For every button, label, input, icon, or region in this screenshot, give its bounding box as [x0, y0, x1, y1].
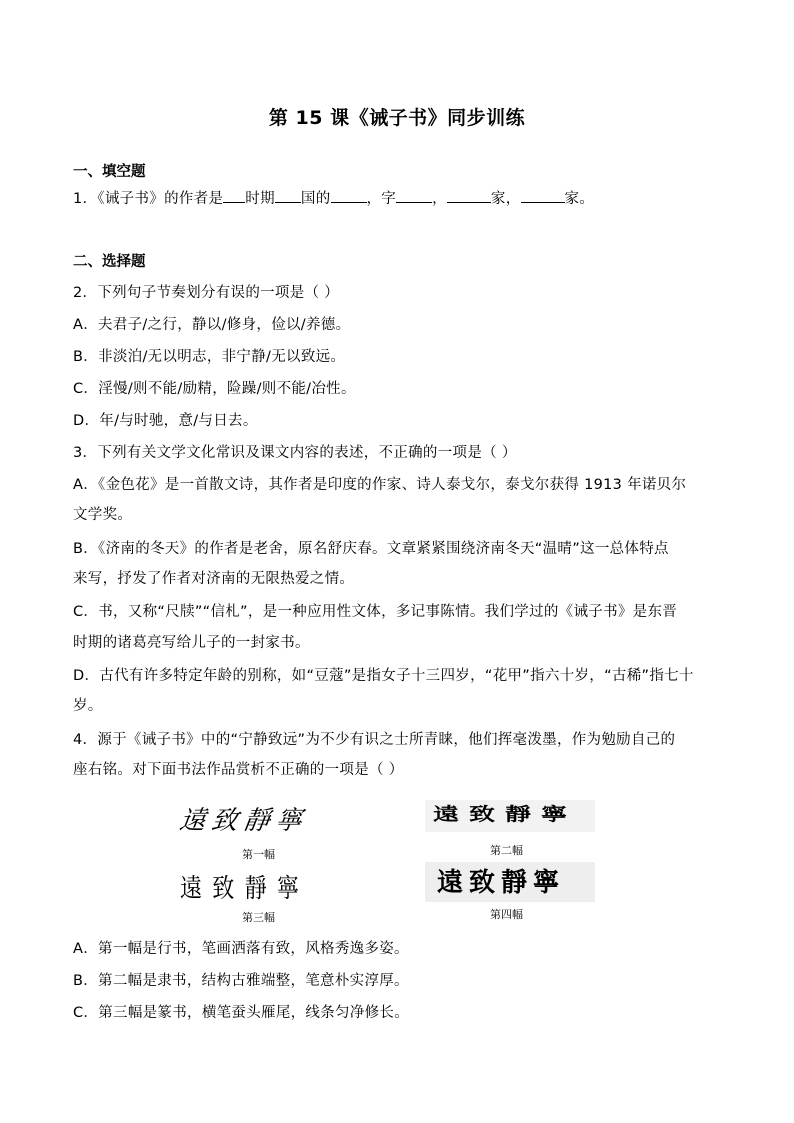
q2-option-d[interactable]: D．年/与时驰，意/与日去。: [73, 413, 258, 429]
q1-text-1: 1．《诫子书》的作者是: [73, 191, 224, 207]
q1-text-7: 家。: [564, 191, 595, 207]
q4-stem-line2: 座右铭。对下面书法作品赏析不正确的一项是（ ）: [73, 762, 404, 778]
q1-blank-role-1[interactable]: [447, 188, 491, 203]
calligraphy-running-script: [177, 800, 360, 840]
calligraphy-2-text: 遠致靜寧: [433, 804, 578, 826]
q1-blank-courtesy-name[interactable]: [396, 188, 432, 203]
q1-blank-role-2[interactable]: [521, 188, 565, 203]
question-1: [73, 187, 594, 208]
q1-blank-period[interactable]: [275, 188, 301, 203]
calligraphy-1-text: 遠致靜寧: [177, 806, 310, 836]
calligraphy-seal-script: [180, 868, 350, 908]
q4-option-a[interactable]: A．第一幅是行书，笔画洒落有致，风格秀逸多姿。: [73, 941, 409, 957]
q3-option-d-line2: 岁。: [73, 698, 103, 714]
q2-option-a[interactable]: A．夫君子/之行，静以/修身，俭以/养德。: [73, 317, 351, 333]
q1-text-4: ，字: [366, 191, 397, 207]
q3-option-d-line1[interactable]: D．古代有许多特定年龄的别称，如“豆蔻”是指女子十三四岁，“花甲”指六十岁，“古稀”指七十: [73, 668, 694, 684]
calligraphy-3-text: 遠致靜寧: [180, 874, 310, 904]
calligraphy-4-caption: 第四幅: [490, 908, 523, 921]
q3-option-a-line2: 文学奖。: [73, 507, 133, 523]
q1-blank-author[interactable]: [223, 188, 245, 203]
page-title: 第 15 课《诫子书》同步训练: [268, 107, 526, 129]
q1-text-2: 时期: [245, 191, 275, 207]
calligraphy-1-caption: 第一幅: [242, 848, 275, 861]
calligraphy-3-caption: 第三幅: [242, 911, 275, 924]
q2-stem: 2．下列句子节奏划分有误的一项是（ ）: [73, 285, 340, 301]
q1-text-5: ，: [432, 191, 447, 207]
q1-blank-state[interactable]: [331, 188, 367, 203]
q1-text-6: 家，: [490, 191, 521, 207]
q4-option-c[interactable]: C．第三幅是篆书，横笔蚕头雁尾，线条匀净修长。: [73, 1005, 410, 1021]
calligraphy-2-caption: 第二幅: [490, 844, 523, 857]
calligraphy-4-text: 遠致靜寧: [437, 868, 566, 898]
q3-option-b-line2: 来写，抒发了作者对济南的无限热爱之情。: [73, 571, 355, 587]
q4-stem-line1: 4．源于《诫子书》中的“宁静致远”为不少有识之士所青睐，他们挥毫泼墨，作为勉励自己的: [73, 732, 676, 748]
q3-option-a-line1[interactable]: A．《金色花》是一首散文诗，其作者是印度的作家、诗人泰戈尔，泰戈尔获得 1913 年诺贝尔: [73, 477, 687, 493]
q3-option-c-line2: 时期的诸葛亮写给儿子的一封家书。: [73, 635, 310, 651]
q3-option-b-line1[interactable]: B．《济南的冬天》的作者是老舍，原名舒庆春。文章紧紧围绕济南冬天“温晴”这一总体特点: [73, 541, 669, 557]
q2-option-c[interactable]: C．淫慢/则不能/励精，险躁/则不能/冶性。: [73, 381, 356, 397]
q3-option-c-line1[interactable]: C．书，又称“尺牍”“信札”，是一种应用性文体，多记事陈情。我们学过的《诫子书》是东晋: [73, 604, 678, 620]
q1-text-3: 国的: [300, 191, 331, 207]
q4-option-b[interactable]: B．第二幅是隶书，结构古雅端整，笔意朴实淳厚。: [73, 973, 409, 989]
section-fill-heading: 一、填空题: [73, 164, 146, 180]
q2-option-b[interactable]: B．非淡泊/无以明志，非宁静/无以致远。: [73, 349, 346, 365]
calligraphy-clerical-script: [425, 800, 595, 832]
q3-stem: 3．下列有关文学文化常识及课文内容的表述，不正确的一项是（ ）: [73, 445, 517, 461]
calligraphy-regular-script: [425, 862, 595, 902]
section-choice-heading: 二、选择题: [73, 254, 146, 270]
